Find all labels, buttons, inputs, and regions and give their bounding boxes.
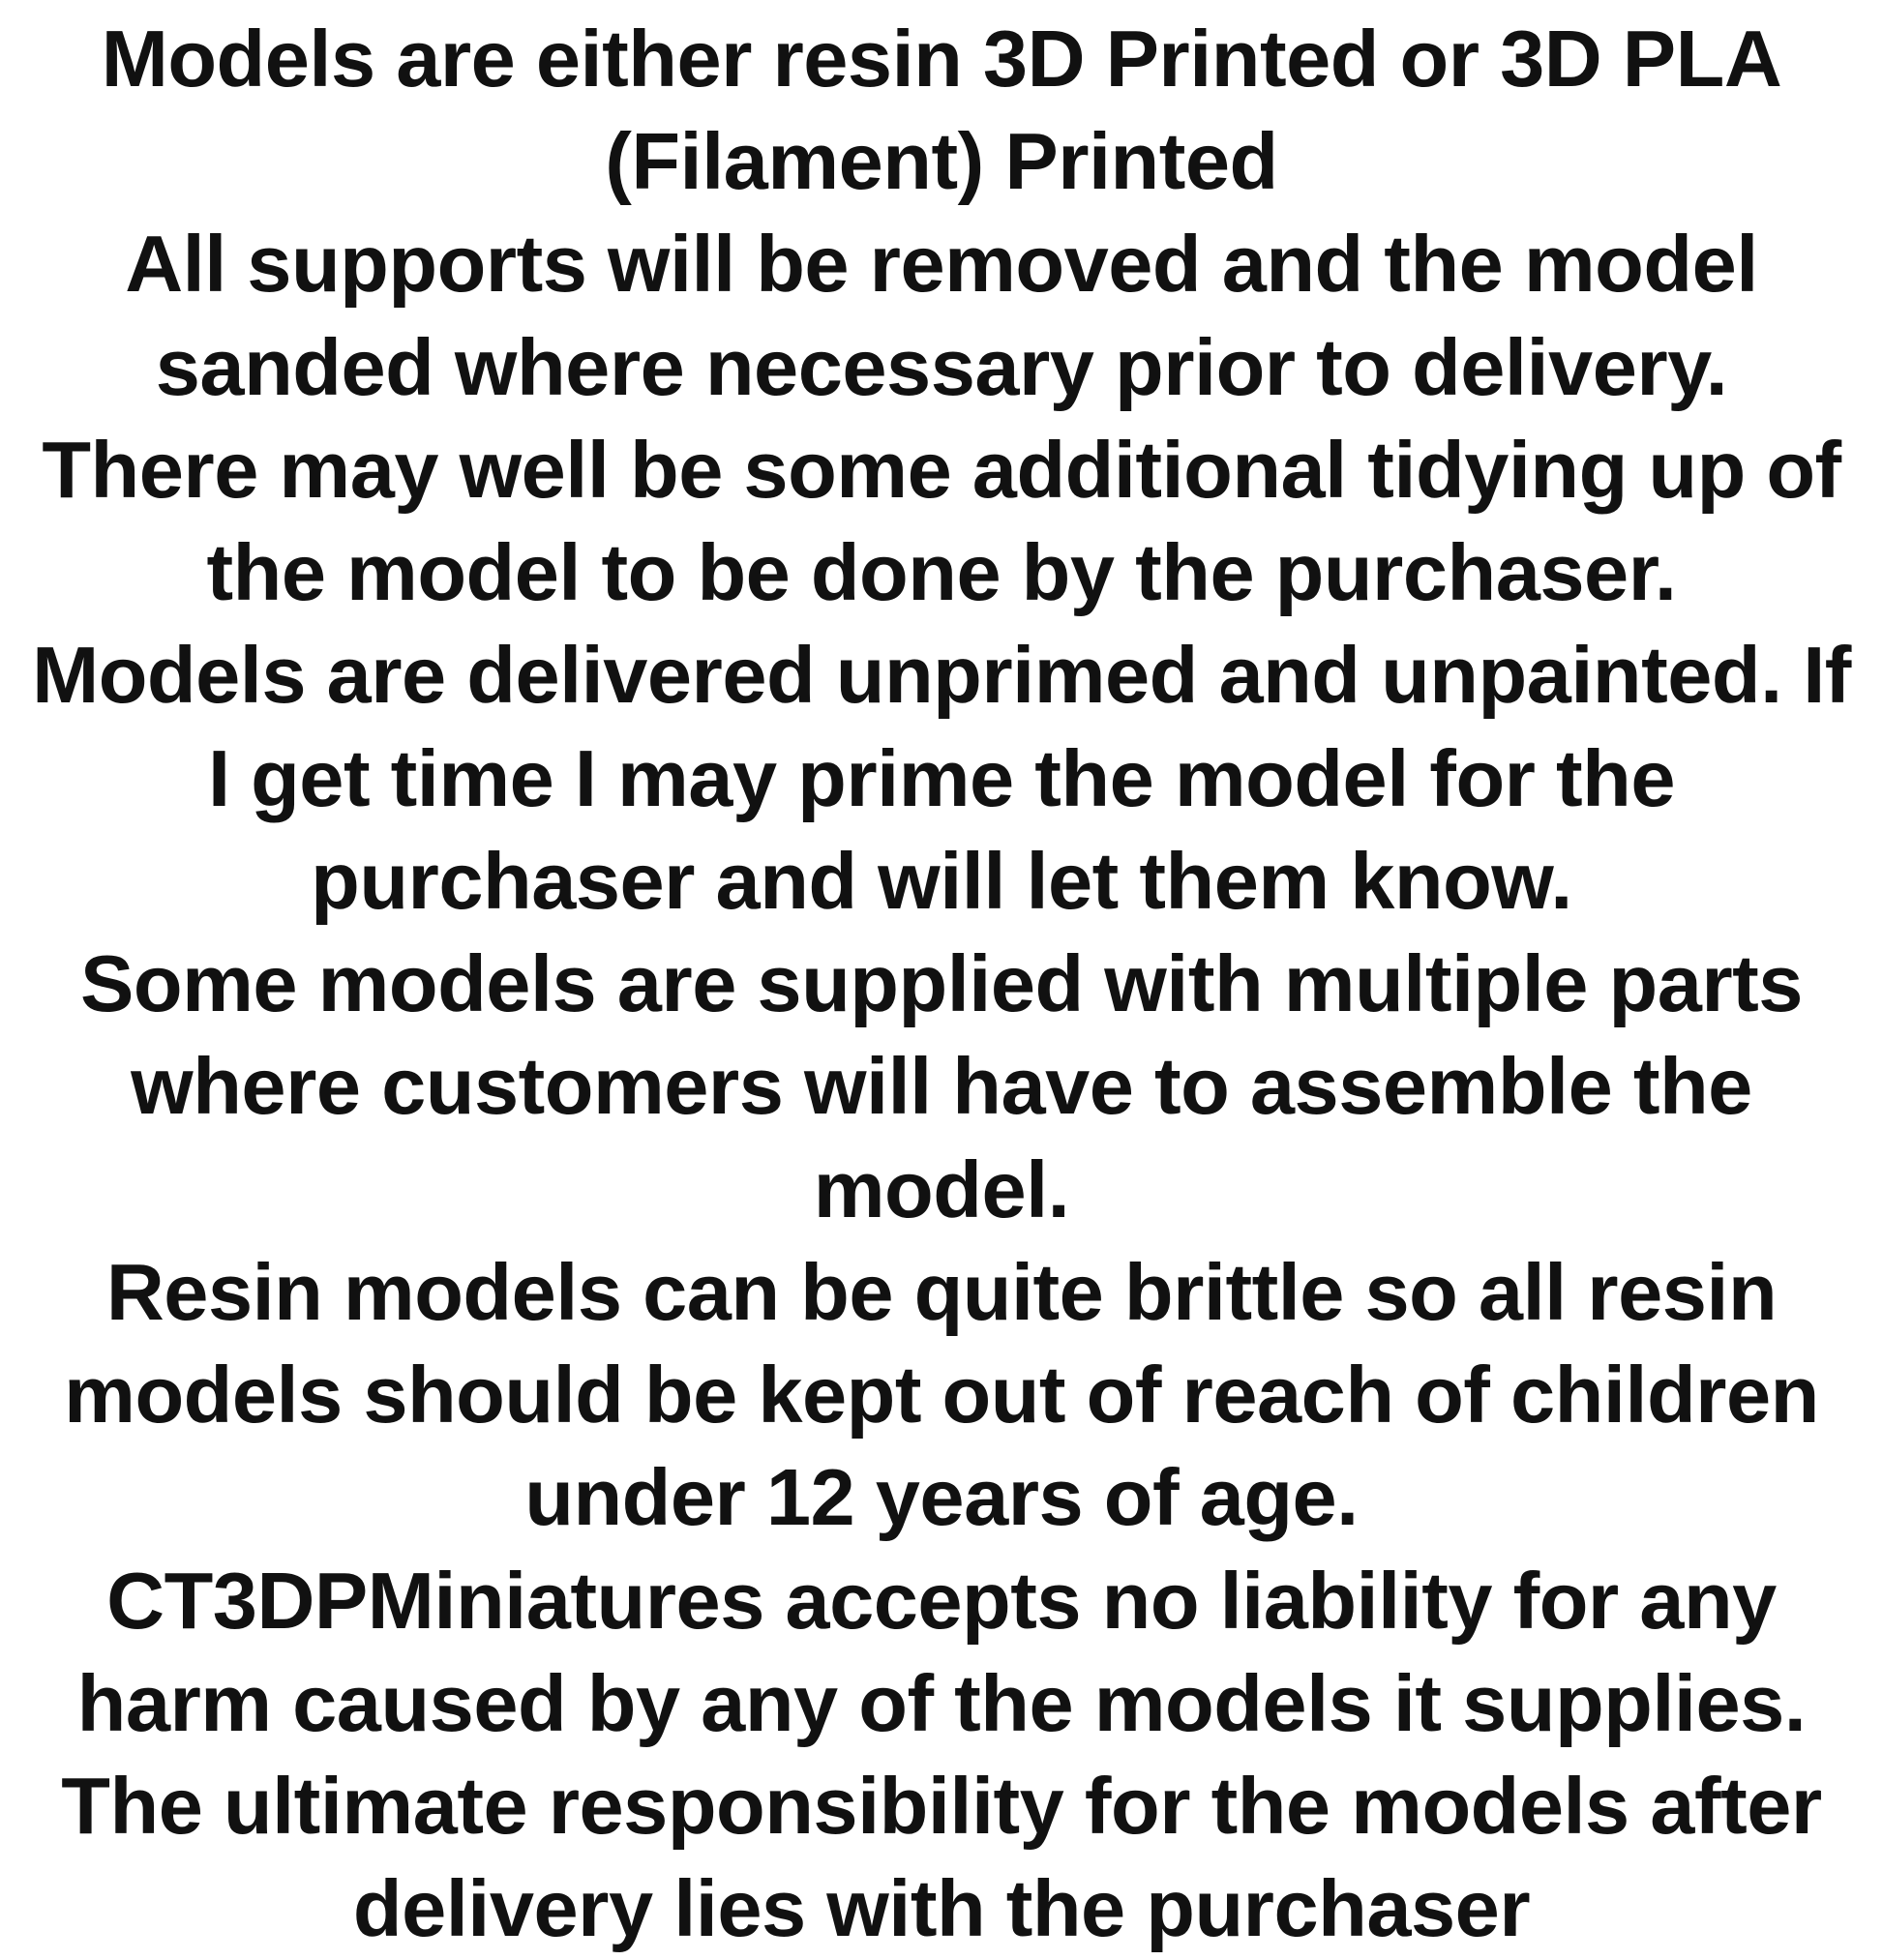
disclaimer-paragraph-supports-removed: All supports will be removed and the model sanded where necessary prior to delivery. <box>125 219 1758 412</box>
disclaimer-paragraph-printing-method: Models are either resin 3D Printed or 3D PLA (Filament) Printed <box>101 14 1782 207</box>
disclaimer-paragraph-multiple-parts: Some models are supplied with multiple parts where customers will have to assemble the model. <box>80 938 1803 1234</box>
disclaimer-paragraph-brittle-warning: Resin models can be quite brittle so all resin models should be kept out of reach of children under 12 years of age. <box>64 1246 1819 1543</box>
disclaimer-paragraph-liability: CT3DPMiniatures accepts no liability for any harm caused by any of the models it supplies. <box>76 1555 1807 1748</box>
disclaimer-text-block <box>14 8 1869 1960</box>
disclaimer-paragraph-responsibility: The ultimate responsibility for the models after delivery lies with the purchaser <box>61 1760 1822 1954</box>
disclaimer-paragraph-additional-tidying: There may well be some additional tidying up of the model to be done by the purchaser. <box>42 424 1841 618</box>
disclaimer-paragraph-unprimed-unpainted: Models are delivered unprimed and unpainted. If I get time I may prime the model for the purchaser and will let them know. <box>32 630 1851 926</box>
